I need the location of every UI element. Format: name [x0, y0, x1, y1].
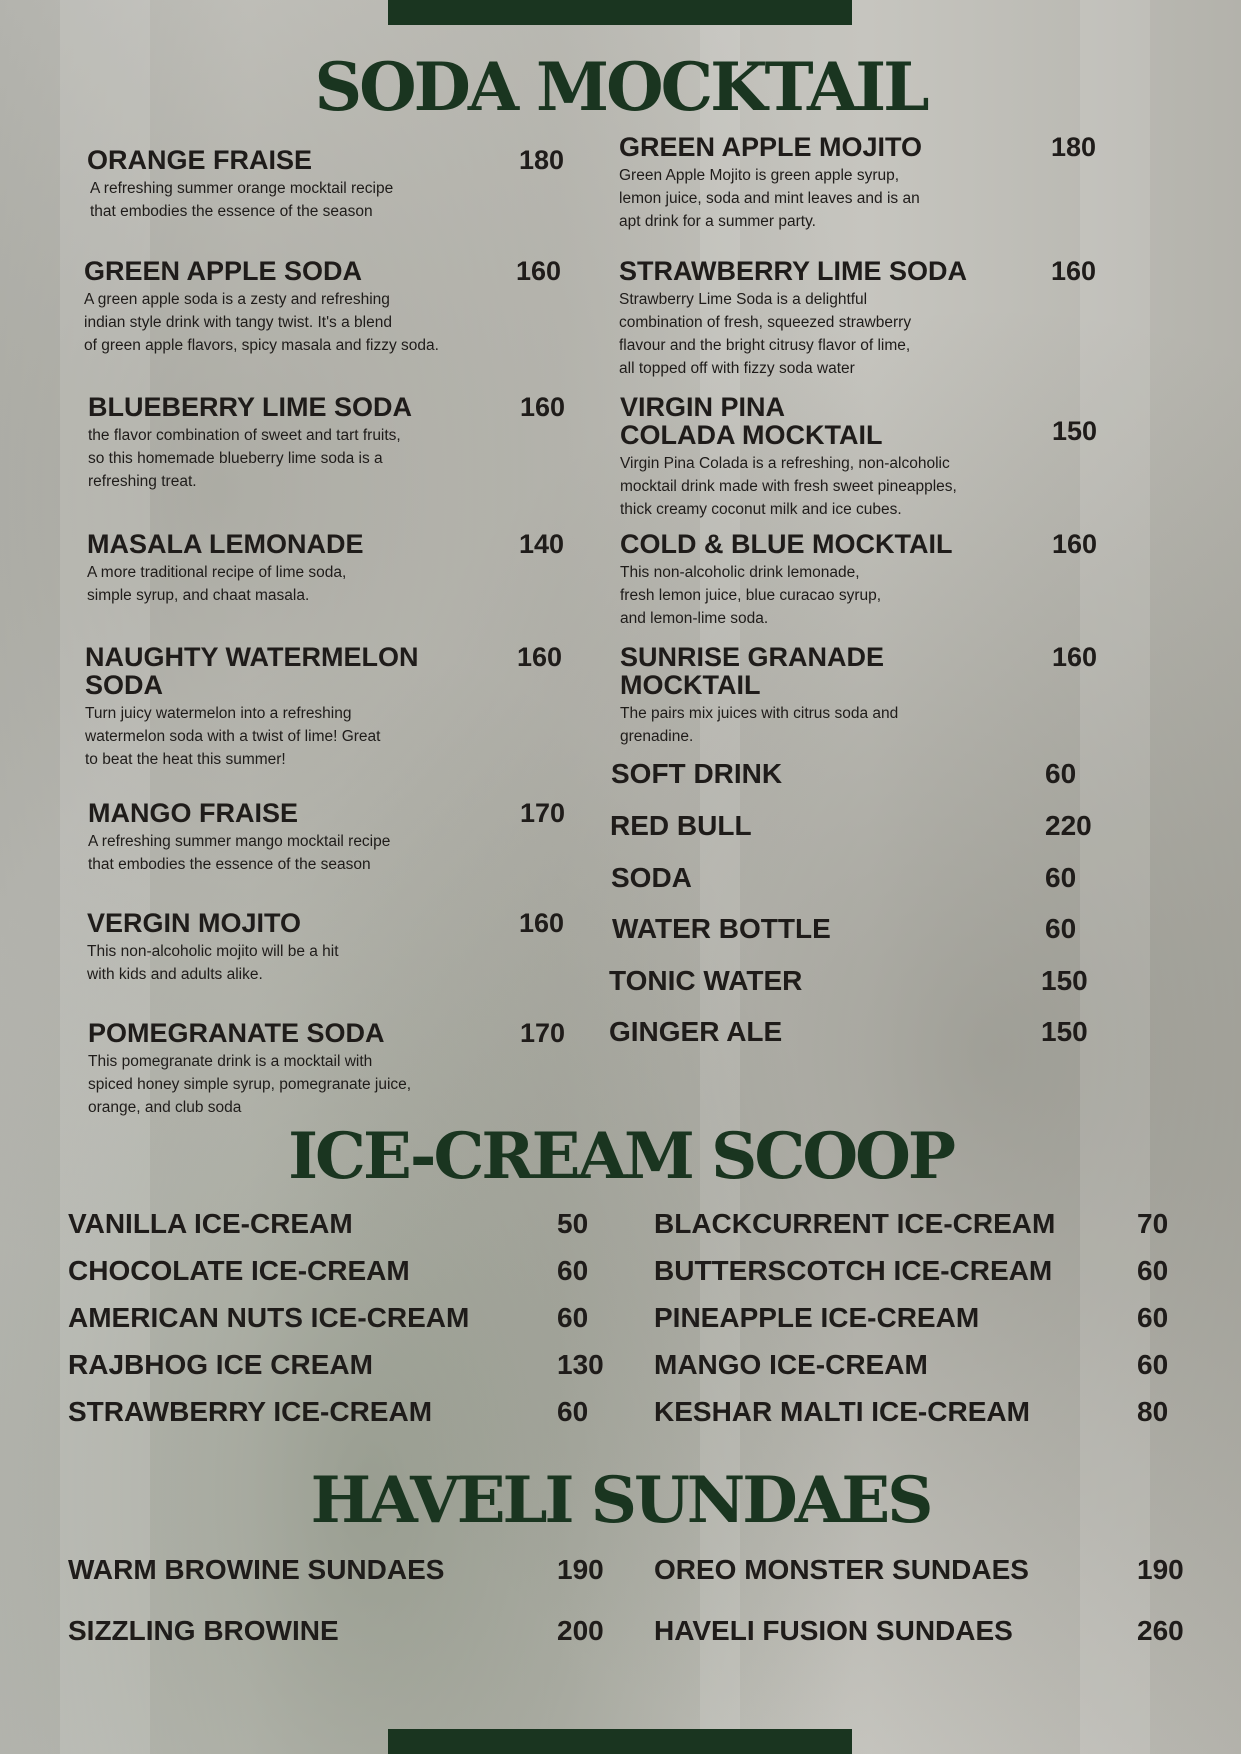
item-name: TONIC WATER [609, 965, 803, 996]
item-price: 60 [557, 1302, 589, 1333]
menu-item [85, 643, 570, 771]
item-price: 70 [1137, 1208, 1169, 1239]
item-price: 150 [1052, 416, 1098, 446]
item-price: 160 [517, 642, 563, 672]
item-price: 160 [1051, 256, 1097, 286]
menu-item [88, 799, 573, 876]
item-name: HAVELI FUSION SUNDAES [654, 1615, 1013, 1646]
menu-item [612, 914, 1092, 944]
item-description: A more traditional recipe of lime soda, simple syrup, and chaat masala. [87, 564, 347, 604]
menu-item [68, 1350, 613, 1380]
menu-item [88, 393, 573, 493]
item-name: RAJBHOG ICE CREAM [68, 1349, 373, 1380]
item-description: This pomegranate drink is a mocktail with spiced honey simple syrup, pomegranate juice, orange, and club soda [88, 1053, 412, 1116]
item-price: 60 [1137, 1349, 1169, 1380]
top-accent-bar [388, 0, 852, 25]
item-description: A refreshing summer mango mocktail recipe that embodies the essence of the season [88, 833, 391, 873]
item-name: PINEAPPLE ICE-CREAM [654, 1302, 980, 1333]
menu-item [87, 909, 572, 986]
item-description: Strawberry Lime Soda is a delightful combination of fresh, squeezed strawberry flavour and the bright citrusy flavor of lime, all topped off with fizzy soda water [619, 291, 912, 377]
item-name: MANGO ICE-CREAM [654, 1349, 928, 1380]
menu-item [68, 1616, 613, 1646]
item-price: 160 [520, 392, 566, 422]
item-price: 200 [557, 1615, 604, 1646]
item-name: SIZZLING BROWINE [68, 1615, 339, 1646]
menu-item [619, 257, 1099, 380]
item-name: VERGIN MOJITO [87, 908, 302, 938]
item-price: 190 [1137, 1554, 1184, 1585]
item-description: Virgin Pina Colada is a refreshing, non-alcoholic mocktail drink made with fresh sweet pineapples, thick creamy coconut milk and ice cubes. [620, 455, 957, 518]
menu-item [87, 146, 572, 223]
item-price: 180 [1051, 132, 1097, 162]
item-name: GREEN APPLE MOJITO [619, 132, 923, 162]
item-name: VANILLA ICE-CREAM [68, 1208, 353, 1239]
item-price: 220 [1045, 810, 1092, 841]
item-name: SOFT DRINK [611, 758, 783, 789]
item-price: 80 [1137, 1396, 1169, 1427]
item-name: KESHAR MALTI ICE-CREAM [654, 1396, 1030, 1427]
item-price: 60 [557, 1255, 589, 1286]
menu-item [654, 1350, 1179, 1380]
item-name: VIRGIN PINA COLADA MOCKTAIL [620, 392, 883, 450]
item-price: 150 [1041, 1016, 1088, 1047]
menu-item [84, 257, 569, 357]
item-name: SUNRISE GRANADE MOCKTAIL [620, 642, 885, 700]
item-description: This non-alcoholic mojito will be a hit with kids and adults alike. [87, 943, 339, 983]
item-price: 60 [1045, 758, 1077, 789]
item-price: 150 [1041, 965, 1088, 996]
menu-item [654, 1554, 1184, 1585]
menu-item [68, 1303, 613, 1333]
item-price: 60 [1137, 1255, 1169, 1286]
item-name: BLACKCURRENT ICE-CREAM [654, 1208, 1056, 1239]
item-price: 60 [1137, 1302, 1169, 1333]
item-name: GREEN APPLE SODA [84, 256, 363, 286]
item-description: This non-alcoholic drink lemonade, fresh lemon juice, blue curacao syrup, and lemon-lime soda. [620, 564, 882, 627]
item-price: 170 [520, 1018, 566, 1048]
item-description: Turn juicy watermelon into a refreshing watermelon soda with a twist of lime! Great to beat the heat this summer! [85, 705, 381, 768]
menu-item [68, 1555, 613, 1585]
item-name: SODA [611, 862, 692, 893]
item-name: MANGO FRAISE [88, 798, 299, 828]
item-name: STRAWBERRY LIME SODA [619, 256, 968, 286]
item-price: 60 [1045, 862, 1077, 893]
menu-item [68, 1209, 613, 1239]
menu-item [620, 530, 1100, 630]
menu-item [68, 1397, 613, 1427]
item-name: AMERICAN NUTS ICE-CREAM [68, 1302, 470, 1333]
item-price: 160 [1052, 529, 1098, 559]
menu-item [609, 1017, 1089, 1047]
item-description: A refreshing summer orange mocktail recipe that embodies the essence of the season [90, 180, 394, 220]
item-description: The pairs mix juices with citrus soda and grenadine. [620, 705, 899, 745]
menu-item [654, 1397, 1179, 1427]
item-price: 170 [520, 798, 566, 828]
menu-item [611, 759, 1091, 789]
item-name: NAUGHTY WATERMELON SODA [85, 642, 419, 700]
menu-item [88, 1019, 573, 1119]
item-name: COLD & BLUE MOCKTAIL [620, 529, 953, 559]
haveli-sundaes-title: HAVELI SUNDAES [310, 1463, 931, 1538]
menu-item [620, 643, 1100, 748]
item-name: WARM BROWINE SUNDAES [68, 1554, 445, 1585]
item-description: the flavor combination of sweet and tart fruits, so this homemade blueberry lime soda is a refreshing treat. [88, 427, 401, 490]
item-price: 160 [519, 908, 565, 938]
menu-item [87, 530, 572, 607]
item-price: 180 [519, 145, 565, 175]
menu-item [611, 863, 1091, 893]
item-name: POMEGRANATE SODA [88, 1018, 385, 1048]
soda-mocktail-title: SODA MOCKTAIL [314, 48, 927, 126]
item-name: STRAWBERRY ICE-CREAM [68, 1396, 433, 1427]
item-name: BLUEBERRY LIME SODA [88, 392, 413, 422]
item-price: 140 [519, 529, 565, 559]
menu-item [609, 966, 1089, 996]
item-price: 160 [516, 256, 562, 286]
item-price: 60 [1045, 913, 1077, 944]
menu-item [654, 1209, 1179, 1239]
item-name: GINGER ALE [609, 1016, 783, 1047]
item-price: 190 [557, 1554, 604, 1585]
item-name: CHOCOLATE ICE-CREAM [68, 1255, 410, 1286]
bottom-accent-bar [388, 1729, 852, 1754]
menu-item [610, 811, 1090, 841]
item-name: MASALA LEMONADE [87, 529, 364, 559]
item-name: ORANGE FRAISE [87, 145, 313, 175]
item-name: RED BULL [610, 810, 752, 841]
menu-item [654, 1256, 1179, 1286]
menu-item [654, 1615, 1184, 1646]
item-name: WATER BOTTLE [612, 913, 831, 944]
ice-cream-title: ICE-CREAM SCOOP [288, 1119, 953, 1194]
item-price: 60 [557, 1396, 589, 1427]
menu-item [68, 1256, 613, 1286]
item-price: 50 [557, 1208, 589, 1239]
item-price: 260 [1137, 1615, 1184, 1646]
item-price: 130 [557, 1349, 604, 1380]
menu-item [654, 1303, 1179, 1333]
item-description: Green Apple Mojito is green apple syrup, lemon juice, soda and mint leaves and is an apt drink for a summer party. [619, 167, 920, 230]
item-description: A green apple soda is a zesty and refreshing indian style drink with tangy twist. It's a blend of green apple flavors, spicy masala and fizzy soda. [84, 291, 439, 354]
item-name: BUTTERSCOTCH ICE-CREAM [654, 1255, 1053, 1286]
menu-item [619, 133, 1099, 233]
item-name: OREO MONSTER SUNDAES [654, 1554, 1029, 1585]
menu-item [620, 393, 1100, 521]
item-price: 160 [1052, 642, 1098, 672]
